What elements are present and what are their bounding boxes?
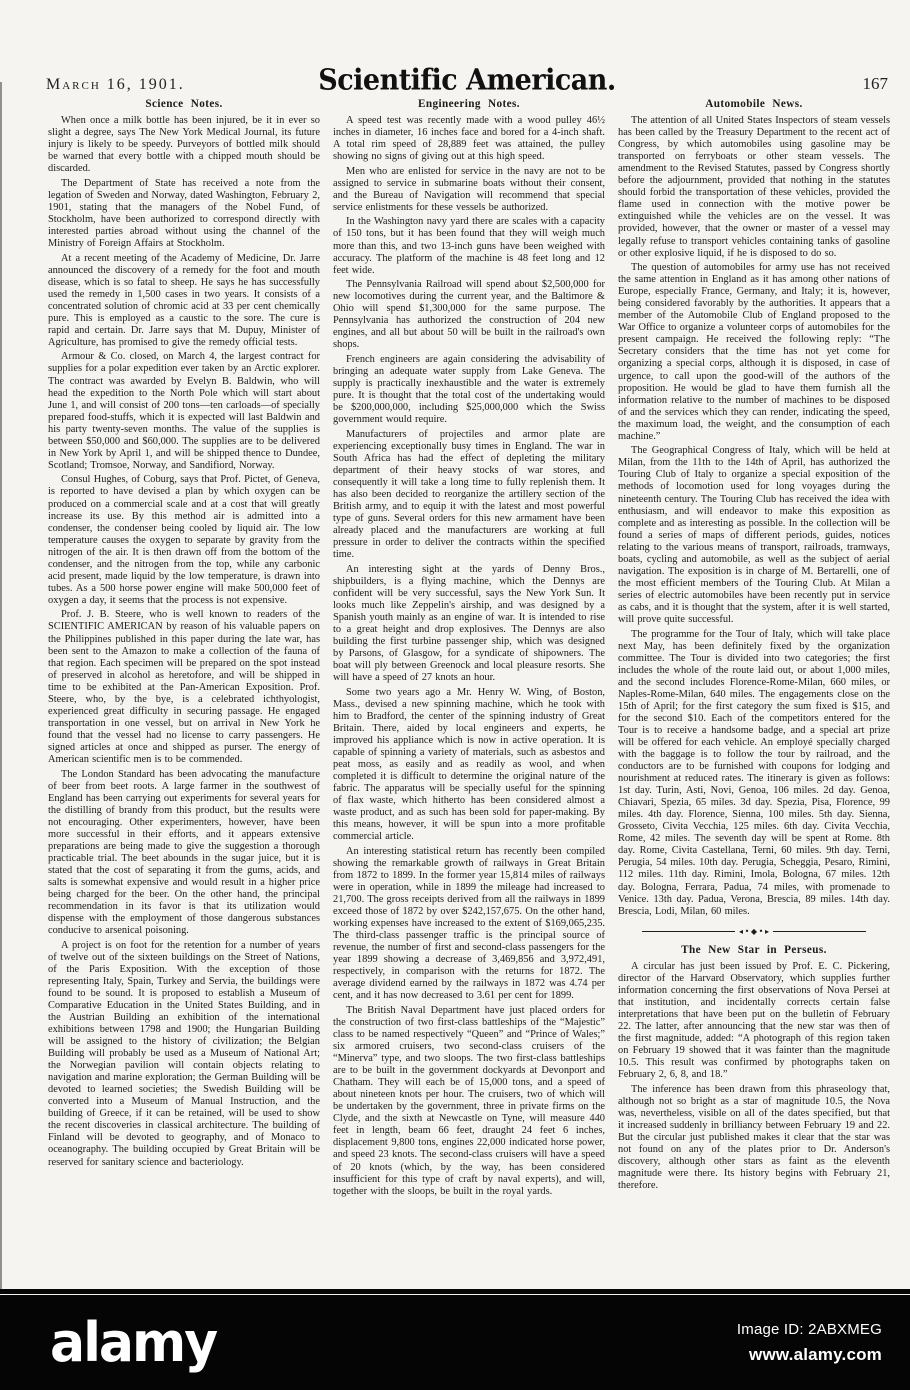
article-paragraph: The programme for the Tour of Italy, which will take place next May, has been definitely fixed by the organization committee. The Tour is divided into two categories; the first includes the whole of the route laid out, or about 1,000 miles, and the second includes Florence-Rome-Milan, 660 miles, or Naples-Rome-Milan, 640 miles. The engagements close on the 15th of April; for the first category the sum fixed is $15, and for the second $10. Each of the competitors entered for the Tour is to receive a handsome badge, and a special art prize will be offered for each vehicle. An employé specially charged with the baggage is to follow the tour by railroad, and the conductors are to be furnished with coupons for lodging and nourishment at reduced rates. The itinerary is given as follows: 1st day. Turin, Asti, Novi, Genoa, 106 miles. 2d day. Genoa, Chiavari, Spezia, 65 miles. 3d day. Spezia, Pisa, Florence, 99 miles. 4th day. Florence, Sienna, 100 miles. 5th day. Sienna, Grosseto, Civita Vecchia, 125 miles. 6th day. Civita Vecchia, Rome, 42 miles. The seventh day will be spent at Rome. 8th day. Rome, Civita Castellana, Terni, 60 miles. 9th day. Terni, Perugia, 54 miles. 10th day. Perugia, Scheggia, Pesaro, Rimini, 112 miles. 11th day. Rimini, Imola, Bologna, 67 miles. 12th day. Bologna, Ferrara, Padua, 74 miles, with promenade to Venice. 13th day. Padua, Verona, Brescia, 89 miles. 14th day. Brescia, Lodi, Milan, 60 miles.	[618, 628, 890, 917]
issue-date: March 16, 1901.	[46, 76, 185, 93]
text-column-2	[333, 96, 605, 1291]
text-column-3	[618, 96, 890, 1291]
article-paragraph: A project is on foot for the retention for a number of years of twelve out of the sixteen buildings on the Street of Nations, of the Paris Exposition. With the exception of those representing Italy, Spain, Turkey and Servia, the buildings were found to be sound. It is proposed to establish a Museum of Comparative Education in the United States Building, and in the Austrian Building an exhibition of the international exhibitions between 1798 and 1900; the Hungarian Building will be assigned to the history of civilization; the Belgian Building will probably be used as a Museum of National Art; the Norwegian pavilion will contain objects relating to navigation and marine exploration; the German Building will be devoted to learned societies; the Swedish Building will be converted into a Museum of Manual Instruction, and the building of Greece, if it can be retained, will be used to show the recent discoveries in classical architecture. The building of Finland will be devoted to geography, and of Monaco to oceanography. The building occupied by Great Britain will be reserved for sanitary science and bacteriology.	[48, 939, 320, 1168]
page-number: 167	[862, 74, 888, 93]
alamy-image-info	[737, 1321, 882, 1365]
article-paragraph: Some two years ago a Mr. Henry W. Wing, of Boston, Mass., devised a new spinning machine, which he took with him to Bradford, the center of the spinning industry of Great Britain. There, aided by local engineers and experts, he improved his appliance which is now in active operation. It is capable of spinning a variety of materials, such as asbestos and peat moss, as easily and as readily as wool, and when completed it is difficult to determine the original nature of the fabric. The apparatus will be specially useful for the spinning of flax waste, which hitherto has been considered almost a waste product, and as such has been sold for paper-making. By this means, however, it will be spun into a more profitable commercial article.	[333, 686, 605, 843]
article-paragraph: The inference has been drawn from this phraseology that, although not so bright as a star of magnitude 10.5, the Nova was, nevertheless, visible on all of the dates specified, but that it increased suddenly in brilliancy between February 19 and 22. But the circular just published makes it clear that the star was not found on any of the plates prior to Dr. Anderson's discovery, although other stars as faint as the eleventh magnitude were there. Its history begins with February 21, therefore.	[618, 1083, 890, 1192]
article-paragraph: Men who are enlisted for service in the navy are not to be assigned to service in submarine boats without their consent, and the Bureau of Navigation will recommend that special service enlistments for these vessels be authorized.	[333, 165, 605, 213]
alamy-url: www.alamy.com	[749, 1344, 882, 1364]
divider-ornament-icon: ◂ • ◆ • ▸	[642, 927, 866, 937]
article-paragraph: The British Naval Department have just placed orders for the construction of two first-class battleships of the “Majestic” class to be named respectively “Queen” and “Prince of Wales;” six armored cruisers, two second-class cruisers of the “Minerva” type, and two sloops. The two first-class battleships are to be built in the government dockyards at Devonport and Chatham. They will each be of 15,000 tons, and a speed of about nineteen knots per hour. The cruisers, two of which will be undertaken by the government, three in private firms on the Clyde, and the sixth at Newcastle on Tyne, will measure 440 feet in length, beam 66 feet, draught 24 feet 6 inches, displacement 9,800 tons, engines 22,000 indicated horse power, and speed 23 knots. The second-class cruisers will have a speed of 20 knots (which, by the way, has been considered insufficient for this type of craft by naval experts), and will, together with the sloops, be built in the royal yards.	[333, 1004, 605, 1197]
text-column-1	[48, 96, 320, 1291]
page-header	[46, 52, 888, 96]
article-paragraph: At a recent meeting of the Academy of Medicine, Dr. Jarre announced the discovery of a remedy for the foot and mouth disease, which is so fatal to sheep. He says he has successfully used the remedy in 1,500 cases in two years. It consists of a concentrated solution of chromic acid at 33 per cent chemically pure. This is employed as a caustic to the sore. The cure is rapid and certain. Dr. Jarre says that M. Dupuy, Minister of Agriculture, has promised to give the remedy official tests.	[48, 252, 320, 348]
article-paragraph: An interesting sight at the yards of Denny Bros., shipbuilders, is a flying machine, which the Dennys are confident will be very successful, says the New York Sun. It looks much like Zeppelin's airship, and was designed by a Spanish youth mainly as an engine of war. It is intended to rise to a great height and drop explosives. The Dennys are also building the first turbine passenger ship, which was designed by Parsons, of Glasgow, for a syndicate of shipowners. The boat will ply between Greenock and local pleasure resorts. She will have a speed of 27 knots an hour.	[333, 563, 605, 684]
article-paragraph: Manufacturers of projectiles and armor plate are experiencing exceptionally busy times in England. The war in South Africa has had the effect of depleting the military department of their heavy stocks of war stores, and consequently it will take a long time to fully replenish them. It has also been decided to reorganize the artillery section of the British army, and to equip it with the latest and most powerful type of guns. Several orders for this new armament have been already placed and the manufacturers are working at full pressure in order to deliver the contracts within the specified time.	[333, 428, 605, 561]
article-paragraph: In the Washington navy yard there are scales with a capacity of 150 tons, but it has been found that they will weigh much more than this, and two 13-inch guns have been weighed with accuracy. The platform of the machine is 48 feet long and 12 feet wide.	[333, 216, 605, 276]
article-paragraph: The attention of all United States Inspectors of steam vessels has been called by the Treasury Department to the recent act of Congress, by which automobiles using gasoline may be transported on ferryboats or other steam vessels. The amendment to the Revised Statutes, passed by Congress shortly before the adjournment, provided that nothing in the statutes should forbid the transportation of these vehicles, provided the flame used in connection with the motive power be extinguished while the vehicles are on the vessel. It was provided, however, that the owner or master of a vessel may legally refuse to transport vehicles containing tanks of gasoline or other explosive liquid, if he is disposed to do so.	[618, 115, 890, 259]
masthead-title: Scientific American.	[318, 63, 616, 98]
section-heading: The New Star in Perseus.	[681, 943, 827, 956]
section-heading: Science Notes.	[145, 98, 223, 110]
scan-edge-artifact	[0, 82, 2, 1292]
alamy-watermark-bar	[0, 1295, 910, 1390]
article-paragraph: The Pennsylvania Railroad will spend about $2,500,000 for new locomotives during the current year, and the Baltimore & Ohio will spend $1,300,000 for the same purpose. The Pennsylvania has authorized the construction of 204 new engines, and all but about 50 will be built in the railroad's own shops.	[333, 279, 605, 351]
article-paragraph: An interesting statistical return has recently been compiled showing the remarkable growth of railways in Great Britain from 1872 to 1899. In the former year 15,814 miles of railways were in operation, while in 1899 the mileage had increased to 21,700. The gross receipts derived from all the railways in 1899 exceed those of 1872 by over $242,157,675. On the other hand, working expenses have increased to the extent of $169,065,235. The third-class passenger traffic is the principal source of revenue, the number of first and second-class passengers for the year 1899 showing a decrease of 3,469,856 and 3,972,491, respectively, in comparison with the returns for 1872. The average dividend earned by the railways in 1872 was 4.74 per cent, and it has now decreased to 3.61 per cent for 1899.	[333, 845, 605, 1002]
section-heading: Automobile News.	[705, 98, 803, 110]
article-columns	[48, 96, 890, 1291]
article-paragraph: Prof. J. B. Steere, who is well known to readers of the SCIENTIFIC AMERICAN by reason of his valuable papers on the Philippines published in this paper during the late war, has been sent to the Amazon to make a collection of the fauna of that region. Each specimen will be prepared on the spot instead of preserved in alcohol as heretofore, and will be shipped in time to be exhibited at the Pan-American Exposition. Prof. Steere, who, by the bye, is a celebrated ichthyologist, experienced great difficulty in securing passage. He engaged transportation in one vessel, but on arrival in New York he found that the vessel had no license to carry passengers. He signed articles at once and shipped as purser. The energy of American scientific men is to be commended.	[48, 609, 320, 765]
article-paragraph: A speed test was recently made with a wood pulley 46½ inches in diameter, 16 inches face and bored for a 4-inch shaft. A total rim speed of 28,889 feet was attained, the pulley showing no signs of giving out at this high speed.	[333, 115, 605, 163]
alamy-logo: alamy	[50, 1311, 217, 1374]
article-paragraph: Armour & Co. closed, on March 4, the largest contract for supplies for a polar expedition ever taken by an Arctic explorer. The contract was awarded by Evelyn B. Baldwin, who will head the expedition to the North Pole which will start about June 1, and will consist of 200 tons—ten carloads—of specially prepared food-stuffs, which it is expected will last Baldwin and his party twenty-seven months. The value of the supplies is between $50,000 and $60,000. The supplies are to be delivered in New York by April 1, and will be shipped thence to Dundee, Scotland; Tromsoe, Norway, and Sandifiord, Norway.	[48, 351, 320, 471]
article-paragraph: The Geographical Congress of Italy, which will be held at Milan, from the 11th to the 14th of April, has authorized the Touring Club of Italy to organize a special exposition of the methods of locomotion used for long voyages during the nineteenth century. The Touring Club has received the idea with enthusiasm, and will endeavor to make this exposition as complete and as interesting as possible. In the collection will be found a series of maps of different periods, guides, notices relating to the various means of transport, railroads, tramways, boats, cycling and automobile, as well as the subject of aerial navigation. The exposition is in charge of M. Bertarelli, one of the most efficient members of the Touring Club. At Milan a series of electric automobiles have been recently put in service as cabs, and it is thought that the system, after it is well started, will prove quite successful.	[618, 445, 890, 625]
image-id-label: Image ID: 2ABXMEG	[736, 1320, 882, 1338]
article-paragraph: The Department of State has received a note from the legation of Sweden and Norway, dated Washington, February 2, 1901, stating that the managers of the Nobel Fund, of Stockholm, have been authorized to correspond directly with interested parties abroad without using the channel of the Ministry of Foreign Affairs at Stockholm.	[48, 177, 320, 250]
article-paragraph: When once a milk bottle has been injured, be it in ever so slight a degree, says The New York Medical Journal, its future injury is likely to be speedy. Purveyors of bottled milk should be warned that every bottle with a chipped mouth should be discarded.	[48, 115, 320, 175]
article-paragraph: The question of automobiles for army use has not received the same attention in England as it has among other nations of Europe, especially France, Germany, and Italy; it is, however, being considered favorably by the authorities. It appears that a member of the Automobile Club of England proposed to the War Office to organize a volunteer corps of automobiles for the present campaign. He received the following reply: “The Secretary considers that the time has not yet come for organizing a special corps, although it is disposed, in case of urgence, to call upon the good-will of the authors of the proposition. He would be glad to have them furnish all the information relative to the number of machines to be disposed of and the services which they can render, indicating the speed, the maximum load, the weight, and the consumption of each machine.”	[618, 262, 890, 442]
article-paragraph: French engineers are again considering the advisability of bringing an adequate water supply from Lake Geneva. The supply is practically inexhaustible and the water is extremely pure. It is thought that the total cost of the undertaking would be $200,000,000, including $25,000,000 which the Swiss government would require.	[333, 353, 605, 426]
article-paragraph: The London Standard has been advocating the manufacture of beer from beet roots. A large farmer in the southwest of England has been carrying out experiments for several years for the distilling of brandy from this product, but the results were not encouraging. Other experimenters, however, have been more successful in their efforts, and it appears extensive preparations are being made to give the suggestion a thorough practicable trial. The beet abounds in the sugar juice, but it is stated that the cost of separating it from the gums, acids, and salts is somewhat expensive and would result in a higher price being charged for the beer. On the other hand, the principal recommendation in its favor is that its utilization would dispense with the employment of those dangerous substances conducive to arsenical poisoning.	[48, 768, 320, 937]
article-paragraph: A circular has just been issued by Prof. E. C. Pickering, director of the Harvard Observatory, which supplies further information concerning the first observations of Nova Persei at that institution, and incidentally corrects certain false interpretations that have been put on the bulletin of February 22. The latter, after announcing that the new star was then of the first magnitude, added: “A photograph of this region taken on February 19 showed that it was fainter than the magnitude 10.5. This result was confirmed by photographs taken on February 2, 6, 8, and 18.”	[618, 960, 890, 1081]
footer-edge-line	[0, 1289, 910, 1294]
section-heading: Engineering Notes.	[418, 98, 520, 110]
article-paragraph: Consul Hughes, of Coburg, says that Prof. Pictet, of Geneva, is reported to have devised a plan by which oxygen can be produced on a commercial scale and at a cost that will greatly increase its use. By this method air is admitted into a condenser, the condenser being cooled by liquid air. The low temperature causes the oxygen to separate by gravity from the nitrogen of the air. It is then drawn off from the bottom of the condenser, and the nitrogen from the top, while any carbonic acid present, made liquid by the low temperature, is drawn into tubes. As a 500 horse power engine will make 500,000 feet of oxygen a day, it seems that the process is not expensive.	[48, 474, 320, 606]
